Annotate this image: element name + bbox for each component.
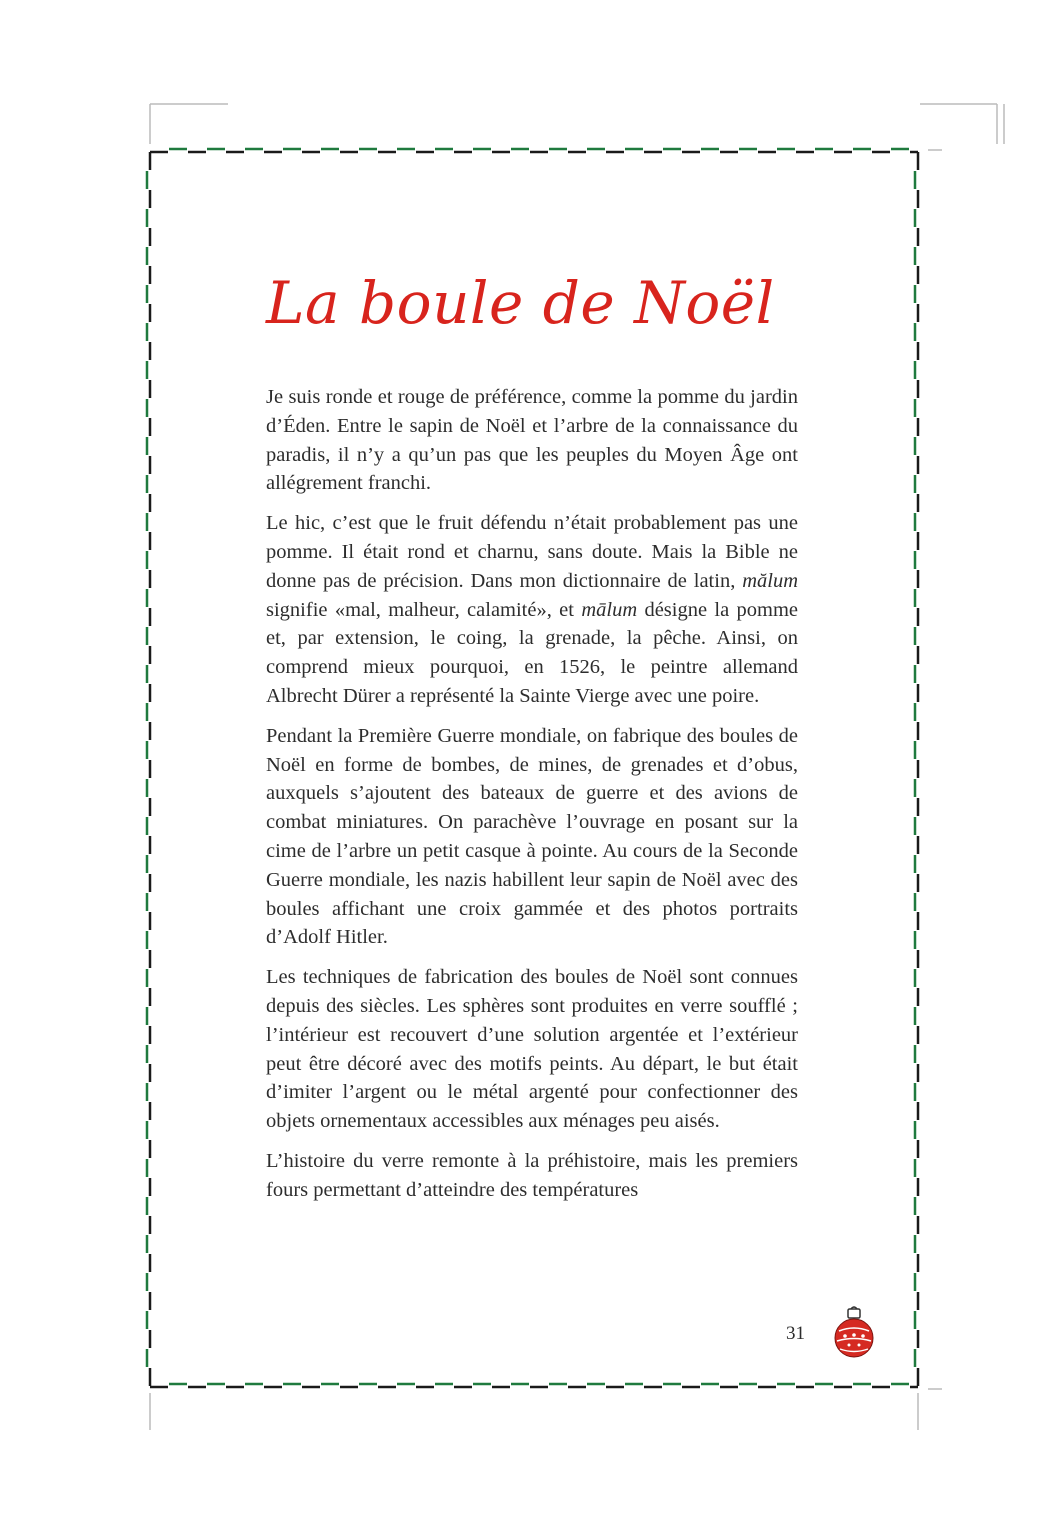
page-number: 31 (786, 1323, 805, 1344)
text-run: Pendant la Première Guerre mondiale, on fabrique des boules de Noël en forme de bombes, de mines, de grenades et d’obus, auxquels s’ajoutent des bateaux de guerre et des avions de combat miniatures. On parachève l’ouvrage en posant sur la cime de l’arbre un petit casque à pointe. Au cours de la Seconde Guerre mondiale, les nazis habillent leur sapin de Noël avec des boules affichant une croix gammée et des photos portraits d’Adolf Hitler. (266, 724, 798, 949)
text-run: signifie «mal, malheur, calamité», et (266, 598, 582, 621)
italic-term: mālum (581, 598, 638, 621)
paragraph (266, 722, 798, 952)
paragraph (266, 1147, 798, 1205)
text-run: Les techniques de fabrication des boules de Noël sont connues depuis des siècles. Les sphères sont produites en verre soufflé ; l’intérieur est recouvert d’une solution argentée et l’extérieur peut être décoré avec des motifs peints. Au départ, le but était d’imiter l’argent ou le métal argenté pour confectionner des objets ornementaux accessibles aux ménages peu aisés. (266, 966, 798, 1133)
text-run: L’histoire du verre remonte à la préhistoire, mais les premiers fours permettant d’atteindre des températures (266, 1149, 798, 1201)
paragraph (266, 509, 798, 711)
paragraph (266, 383, 798, 498)
page-title: La boule de Noël (266, 269, 775, 337)
italic-term: mălum (742, 569, 798, 592)
text-run: Le hic, c’est que le fruit défendu n’était probablement pas une pomme. Il était rond et charnu, sans doute. Mais la Bible ne donne pas de précision. Dans mon dictionnaire de latin, (266, 512, 798, 592)
paragraph (266, 963, 798, 1136)
christmas-ornament-icon (833, 1305, 875, 1361)
text-run: désigne la pomme et, par extension, le coing, la grenade, la pêche. Ainsi, on comprend mieux pourquoi, en 1526, le peintre allemand Albrecht Dürer a représenté la Sainte Vierge avec une poire. (266, 598, 799, 707)
text-run: Je suis ronde et rouge de préférence, comme la pomme du jardin d’Éden. Entre le sapin de Noël et l’arbre de la connaissance du paradis, il n’y a qu’un pas que les peuples du Moyen Âge ont allégrement franchi. (266, 386, 798, 495)
body-text (266, 383, 798, 1216)
